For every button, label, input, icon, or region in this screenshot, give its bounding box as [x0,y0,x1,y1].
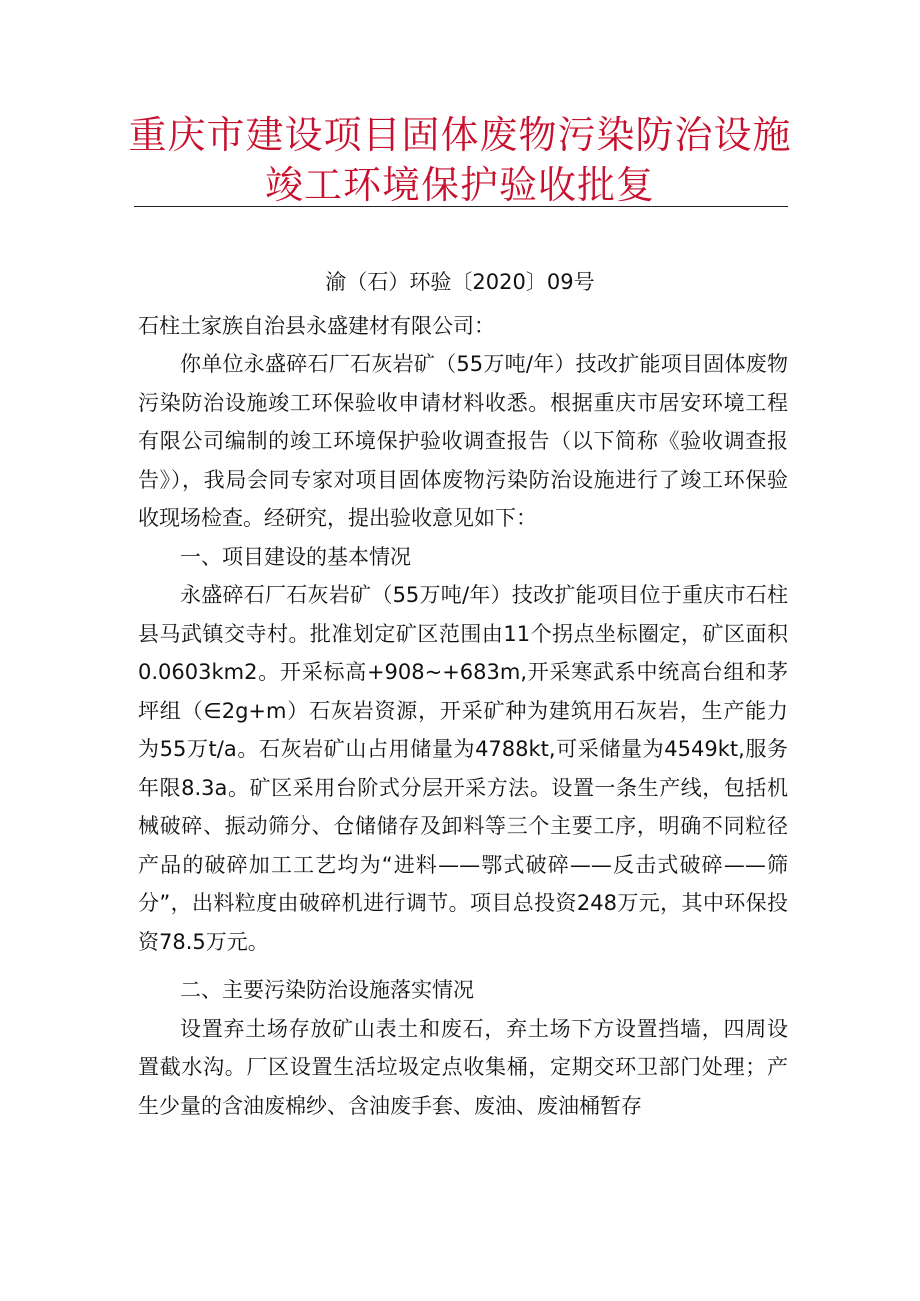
document-title-line2: 竣工环境保护验收批复 [264,163,655,207]
document-number: 渝（石）环验〔2020〕09号 [325,270,595,294]
section2-heading: 二、主要污染防治设施落实情况 [180,978,474,1002]
section1-heading: 一、项目建设的基本情况 [180,544,411,569]
addressee: 石柱土家族自治县永盛建材有限公司： [138,314,495,338]
intro-paragraph: 你单位永盛碎石厂石灰岩矿（55万吨/年）技改扩能项目固体废物污染防治设施竣工环保验收申请材料收悉。根据重庆市居安环境工程有限公司编制的竣工环境保护验收调查报告（以下简称《验收调查报告》），我局会同专家对项目固体废物污染防治设施进行了竣工环保验收现场检查。经研究，提出验收意见如下： [138,352,788,530]
document-title-line1: 重庆市建设项目固体废物污染防治设施 [128,113,792,157]
document-body [138,345,788,1125]
section2-paragraph: 设置弃土场存放矿山表土和废石，弃土场下方设置挡墙，四周设置截水沟。厂区设置生活垃圾定点收集桶，定期交环卫部门处理；产生少量的含油废棉纱、含油废手套、废油、废油桶暂存 [138,1016,788,1118]
title-divider [134,206,788,207]
section1-paragraph: 永盛碎石厂石灰岩矿（55万吨/年）技改扩能项目位于重庆市石柱县马武镇交寺村。批准划定矿区范围由11个拐点坐标圈定，矿区面积0.0603km2。开采标高+908~+683m,开采寒武系中统高台组和茅坪组（∈2g+m）石灰岩资源，开采矿种为建筑用石灰岩，生产能力为55万t/a。石灰岩矿山占用储量为4788kt,可采储量为4549kt,服务年限8.3a。矿区采用台阶式分层开采方法。设置一条生产线，包括机械破碎、振动筛分、仓储储存及卸料等三个主要工序，明确不同粒径产品的破碎加工工艺均为“进料——鄂式破碎——反击式破碎——筛分”，出料粒度由破碎机进行调节。项目总投资248万元，其中环保投资78.5万元。 [138,583,788,954]
